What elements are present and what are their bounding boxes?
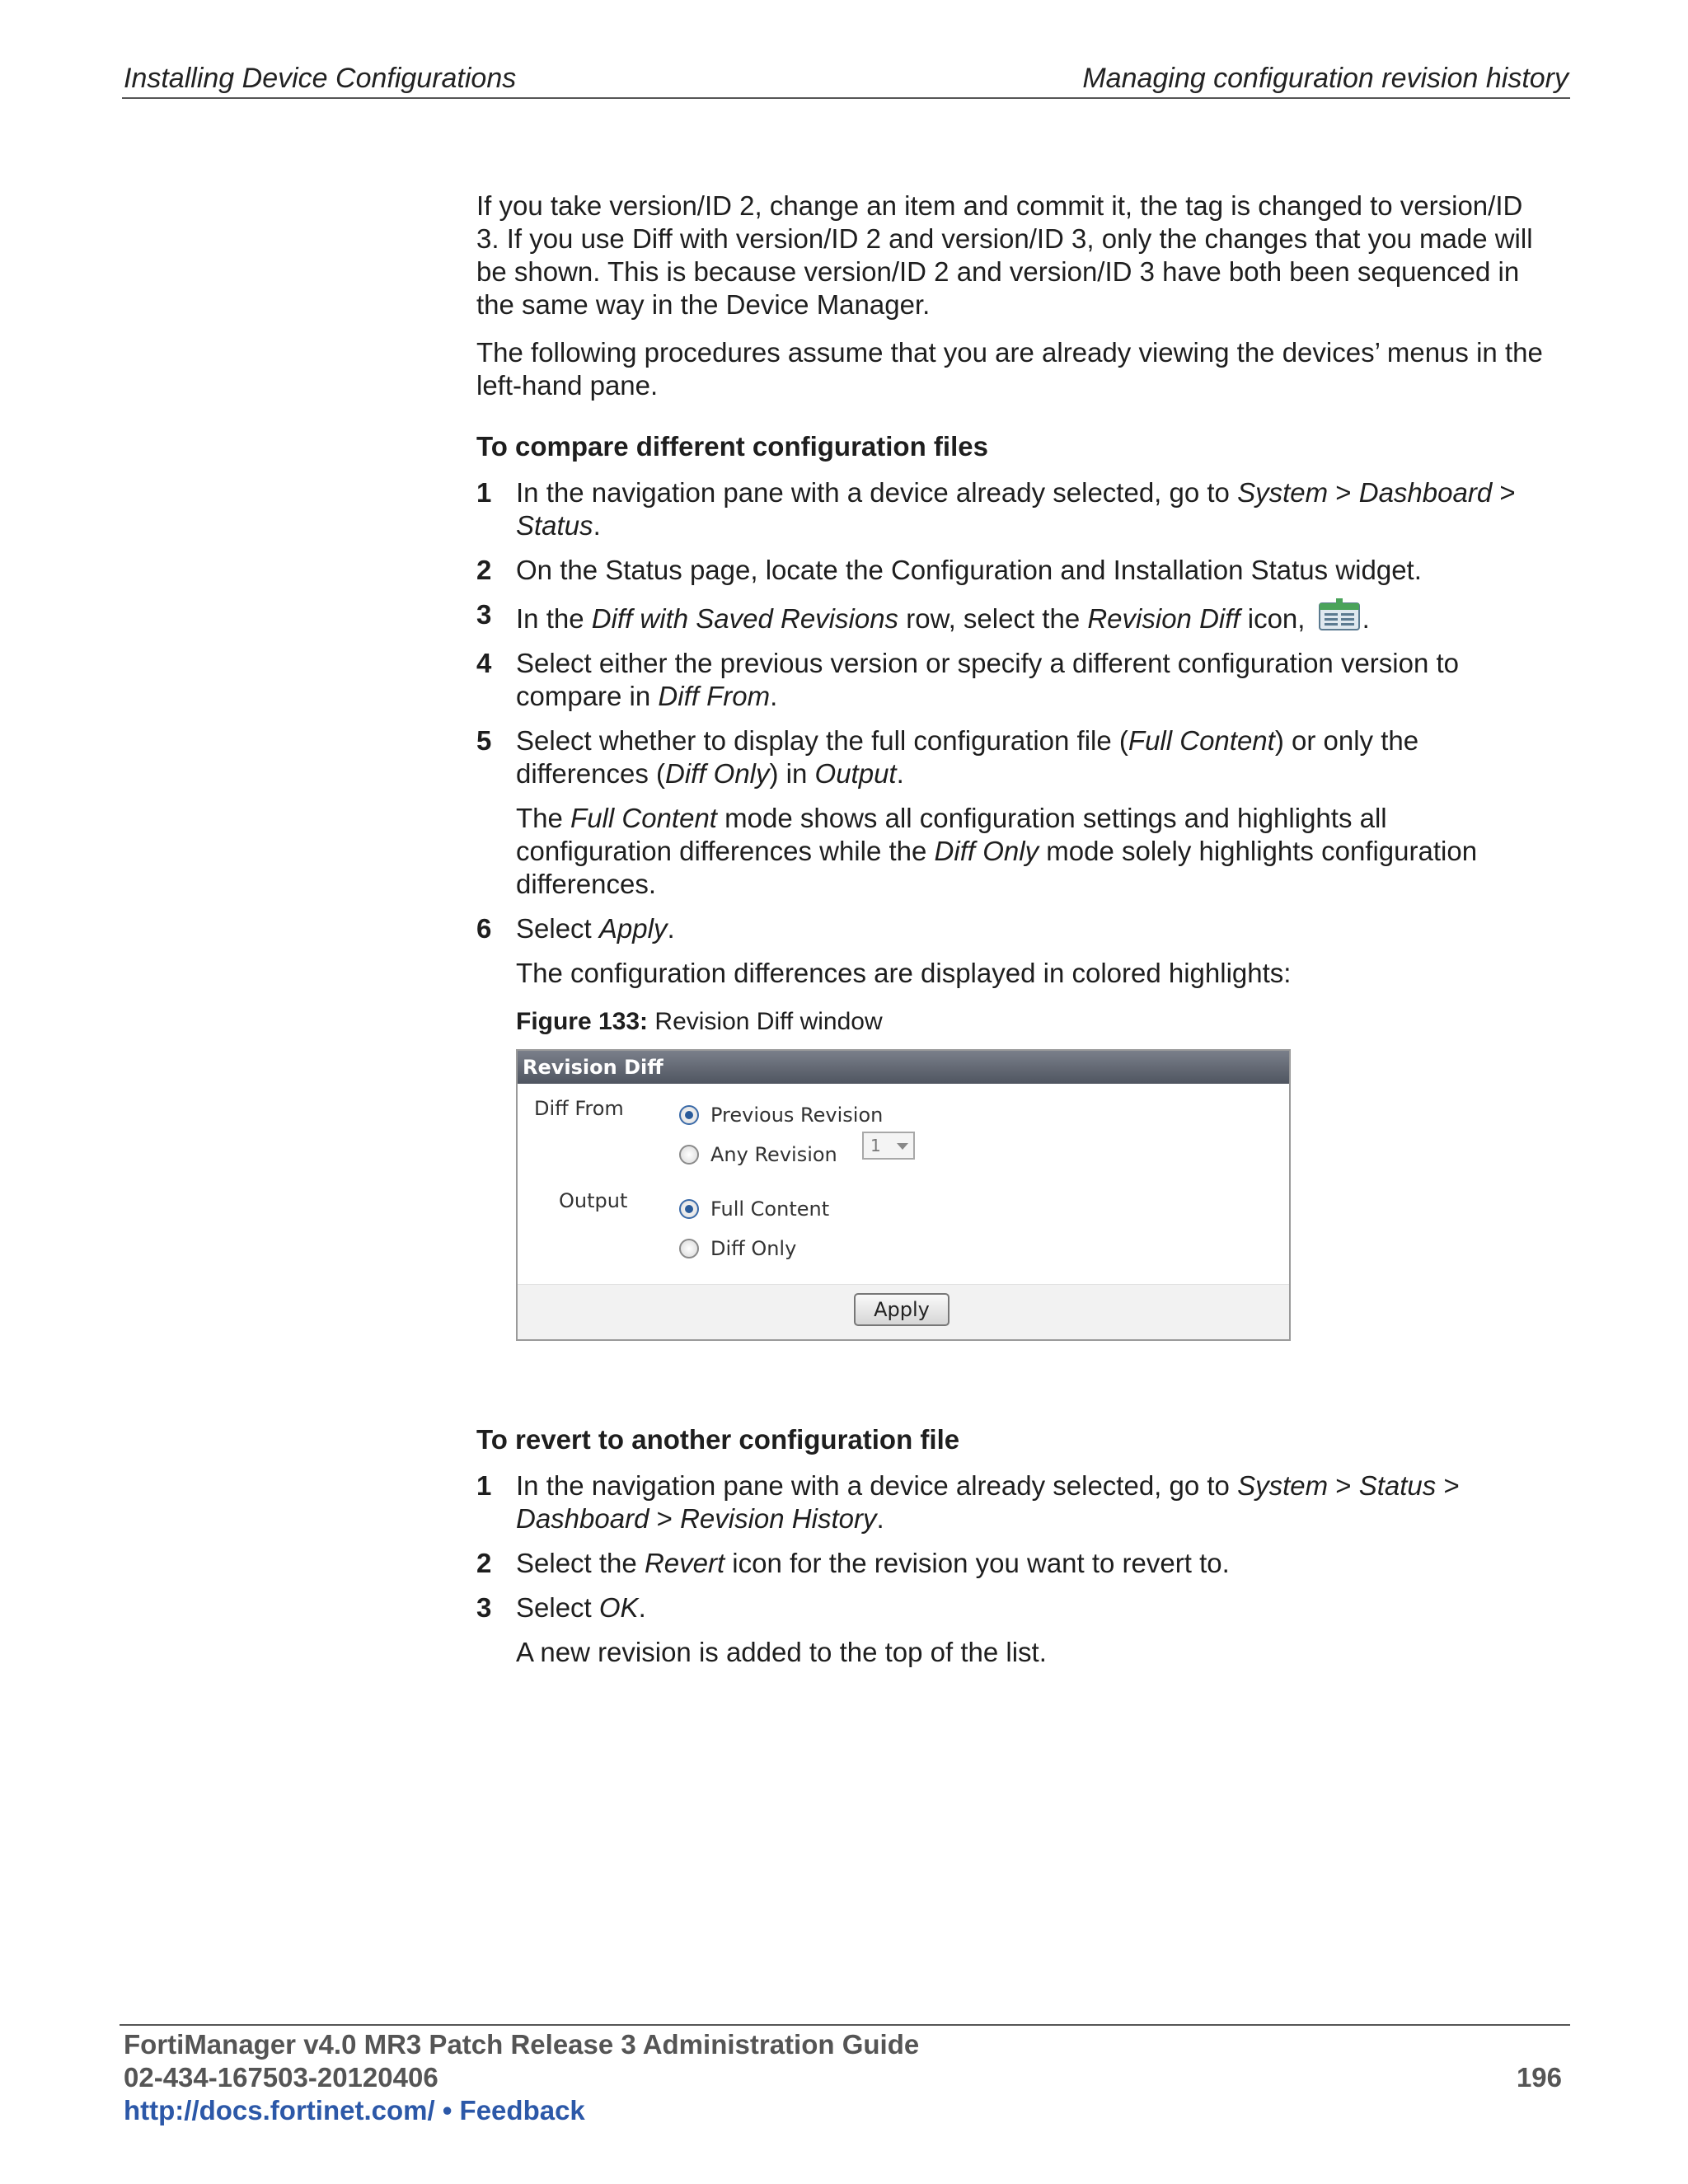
- step-text: Select whether to display the full configuration file (Full Content) or only the differences (Diff Only) in Output.: [516, 725, 1419, 789]
- step-number: 6: [476, 913, 492, 944]
- revert-step-3-note: A new revision is added to the top of the list.: [516, 1637, 1047, 1667]
- radio-selected-icon: [679, 1105, 699, 1125]
- radio-selected-icon: [679, 1199, 699, 1219]
- compare-step-6-note: The configuration differences are displayed in colored highlights:: [516, 958, 1292, 988]
- revision-number-select[interactable]: 1: [862, 1132, 915, 1160]
- footer-document-number: 02-434-167503-20120406: [124, 2062, 438, 2093]
- previous-revision-radio[interactable]: Previous Revision: [679, 1099, 883, 1132]
- step-number: 3: [476, 1592, 492, 1623]
- step-number: 1: [476, 1470, 492, 1501]
- radio-unselected-icon: [679, 1145, 699, 1165]
- apply-button[interactable]: Apply: [854, 1293, 950, 1326]
- step-number: 1: [476, 477, 492, 508]
- full-content-radio[interactable]: Full Content: [679, 1193, 829, 1226]
- docs-link[interactable]: http://docs.fortinet.com/: [124, 2095, 435, 2125]
- diff-only-radio[interactable]: Diff Only: [679, 1232, 796, 1265]
- step-number: 5: [476, 725, 492, 756]
- diff-from-label: Diff From: [534, 1097, 624, 1120]
- compare-step-4: [476, 647, 1548, 713]
- step-text: In the Diff with Saved Revisions row, select the Revision Diff icon, .: [516, 598, 1548, 635]
- footer-divider: [120, 2024, 1570, 2026]
- page-number: 196: [1516, 2062, 1562, 2093]
- chevron-down-icon: [897, 1143, 908, 1150]
- revert-procedure-heading: To revert to another configuration file: [476, 1424, 960, 1455]
- intro-paragraph-1: If you take version/ID 2, change an item and commit it, the tag is changed to version/ID 3. If you use Diff with version/ID 2 and version/ID 3, only the changes that you made will be shown. This is because version/ID 2 and version/ID 3 have both been sequenced in the same way in the Device Manager.: [476, 190, 1533, 320]
- revert-step-3: [476, 1591, 1548, 1624]
- header-divider: [122, 97, 1570, 99]
- compare-step-5-note: The Full Content mode shows all configuration settings and highlights all configuration differences while the Diff Only mode solely highlights configuration differences.: [516, 803, 1478, 899]
- compare-step-3: [476, 598, 1548, 635]
- step-number: 4: [476, 648, 492, 678]
- feedback-link[interactable]: Feedback: [459, 2095, 585, 2125]
- window-title: Revision Diff: [518, 1051, 1289, 1084]
- compare-procedure-heading: To compare different configuration files: [476, 431, 988, 462]
- revert-step-1: [476, 1469, 1548, 1535]
- step-text: Select Apply.: [516, 913, 675, 944]
- window-footer: [518, 1284, 1289, 1339]
- step-number: 2: [476, 1548, 492, 1578]
- revision-diff-window: [516, 1049, 1291, 1341]
- revert-step-2: [476, 1547, 1548, 1580]
- any-revision-radio[interactable]: Any Revision: [679, 1138, 837, 1171]
- intro-paragraph-2: The following procedures assume that you are already viewing the devices’ menus in the left-hand pane.: [476, 337, 1543, 401]
- output-label: Output: [559, 1189, 628, 1212]
- step-text: On the Status page, locate the Configuration and Installation Status widget.: [516, 555, 1422, 585]
- running-header-left: Installing Device Configurations: [124, 63, 517, 94]
- main-content: [476, 190, 1548, 1680]
- step-number: 2: [476, 555, 492, 585]
- step-text: Select OK.: [516, 1592, 646, 1623]
- step-text: Select either the previous version or specify a different configuration version to compare in Diff From.: [516, 648, 1460, 711]
- revision-diff-icon: [1318, 598, 1362, 631]
- compare-step-2: [476, 554, 1548, 587]
- footer-links: http://docs.fortinet.com/ • Feedback: [124, 2095, 585, 2125]
- compare-step-1: [476, 476, 1548, 542]
- step-number: 3: [476, 599, 492, 630]
- compare-step-6: [476, 912, 1548, 945]
- footer-guide-title: FortiManager v4.0 MR3 Patch Release 3 Administration Guide: [124, 2029, 920, 2060]
- step-text: In the navigation pane with a device already selected, go to System > Status > Dashboard > Revision History.: [516, 1470, 1460, 1534]
- radio-unselected-icon: [679, 1239, 699, 1258]
- step-text: Select the Revert icon for the revision you want to revert to.: [516, 1548, 1230, 1578]
- compare-step-5: [476, 724, 1548, 790]
- figure-caption: Figure 133: Revision Diff window: [516, 1008, 883, 1035]
- running-header-right: Managing configuration revision history: [1082, 63, 1568, 94]
- step-text: In the navigation pane with a device already selected, go to System > Dashboard > Status.: [516, 477, 1516, 541]
